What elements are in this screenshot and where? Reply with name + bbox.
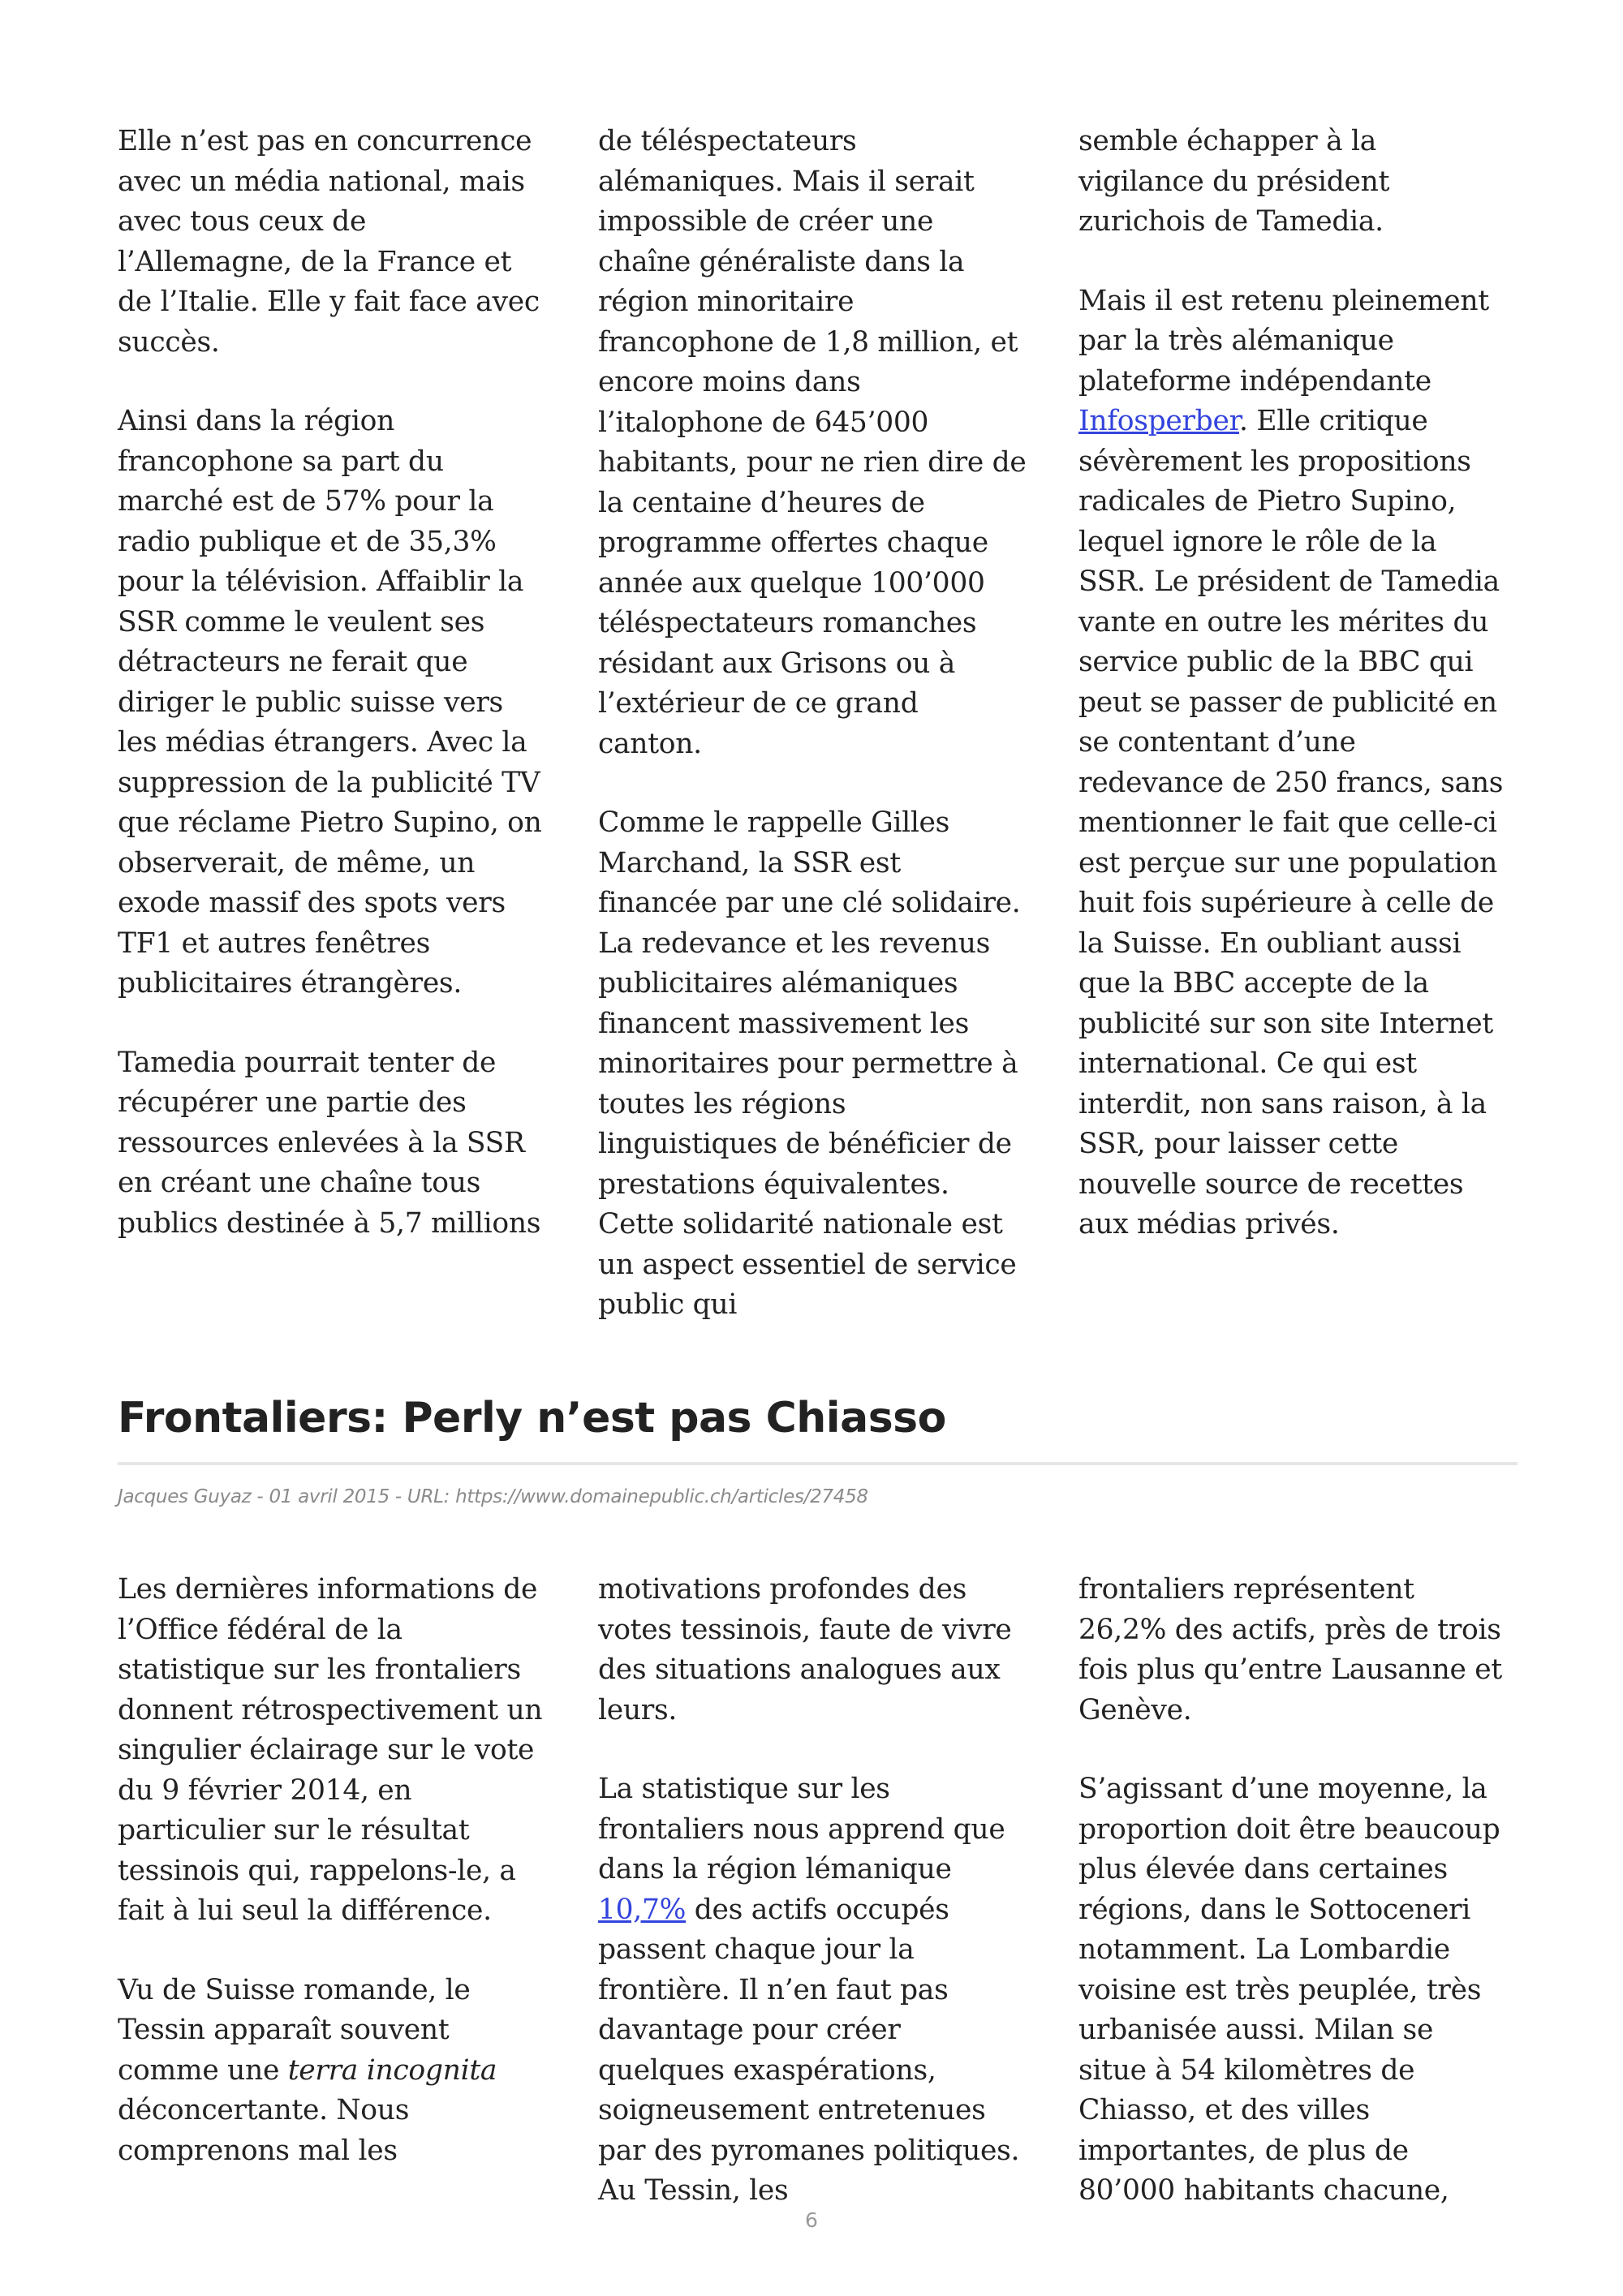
article-2-column-1 [118, 1570, 548, 2212]
statistic-link[interactable]: 10,7% [598, 1893, 687, 1926]
paragraph: S’agissant d’une moyenne, la proportion doit être beaucoup plus élevée dans certaines régions, dans le Sottoceneri notamment. La Lombardie voisine est très peuplée, très urbanisée aussi. Milan se situe à 54 kilomètres de Chiasso, et des villes importantes, de plus de 80’000 habitants chacune, [1078, 1773, 1500, 2207]
paragraph: Les dernières informations de l’Office fédéral de la statistique sur les frontaliers donnent rétrospectivement un singulier éclairage sur le vote du 9 février 2014, en particulier sur le résultat tessinois qui, rappelons-le, a fait à lui seul la différence. [118, 1573, 543, 1927]
paragraph-text: . Elle critique sévèrement les propositions radicales de Pietro Supino, lequel ignore le rôle de la SSR. Le président de Tamedia vante en outre les mérites du service public de la BBC qui peut se passer de publicité en se contentant d’une redevance de 250 francs, sans mentionner le fait que celle-ci est perçue sur une population huit fois supérieure à celle de la Suisse. En oubliant aussi que la BBC accepte de la publicité sur son site Internet international. Ce qui est interdit, non sans raison, à la SSR, pour laisser cette nouvelle source de recettes aux médias privés. [1078, 405, 1504, 1240]
article-byline: Jacques Guyaz - 01 avril 2015 - URL: https://www.domainepublic.ch/articles/27458 [118, 1486, 868, 1507]
article-1-column-1 [118, 122, 548, 1326]
article-2-columns [118, 1570, 1509, 2212]
paragraph [1078, 282, 1509, 1245]
paragraph [118, 1971, 548, 2172]
paragraph-text: Mais il est retenu pleinement par la très alémanique plateforme indépendante [1078, 284, 1489, 398]
paragraph: Ainsi dans la région francophone sa part du marché est de 57% pour la radio publique et de 35,3% pour la télévision. Affaiblir la SSR comme le veulent ses détracteurs ne ferait que diriger le public suisse vers les médias étrangers. Avec la suppression de la publicité TV que réclame Pietro Supino, on observerait, de même, un exode massif des spots vers TF1 et autres fenêtres publicitaires étrangères. [118, 405, 542, 1000]
paragraph-text: Vu de Suisse romande, le Tessin apparaît souvent comme une [118, 1973, 471, 2087]
article-1-columns [118, 122, 1509, 1326]
title-divider [118, 1462, 1518, 1465]
paragraph-text: déconcertante. Nous comprenons mal les [118, 2094, 410, 2167]
paragraph: semble échapper à la vigilance du président zurichois de Tamedia. [1078, 125, 1390, 238]
article-2-column-2 [598, 1570, 1028, 2212]
paragraph: frontaliers représentent 26,2% des actifs, près de trois fois plus qu’entre Lausanne et Genève. [1078, 1573, 1502, 1726]
paragraph: de téléspectateurs alémaniques. Mais il serait impossible de créer une chaîne généraliste dans la région minoritaire francophone de 1,8 million, et encore moins dans l’italophone de 645’000 habitants, pour ne rien dire de la centaine d’heures de programme offertes chaque année aux quelque 100’000 téléspectateurs romanches résidant aux Grisons ou à l’extérieur de ce grand canton. [598, 125, 1027, 760]
paragraph-text: La statistique sur les frontaliers nous apprend que dans la région lémanique [598, 1773, 1005, 1885]
paragraph: Tamedia pourrait tenter de récupérer une partie des ressources enlevées à la SSR en créant une chaîne tous publics destinée à 5,7 millions [118, 1046, 541, 1240]
page-number: 6 [805, 2208, 818, 2232]
italic-term: terra incognita [287, 2053, 497, 2087]
paragraph: Elle n’est pas en concurrence avec un média national, mais avec tous ceux de l’Allemagne, de la France et de l’Italie. Elle y fait face avec succès. [118, 125, 540, 359]
paragraph: Comme le rappelle Gilles Marchand, la SSR est financée par une clé solidaire. La redevance et les revenus publicitaires alémaniques financent massivement les minoritaires pour permettre à toutes les régions linguistiques de bénéficier de prestations équivalentes. Cette solidarité nationale est un aspect essentiel de service public qui [598, 806, 1021, 1321]
article-title: Frontaliers: Perly n’est pas Chiasso [118, 1394, 946, 1443]
article-1-column-3 [1078, 122, 1509, 1326]
paragraph-text: des actifs occupés passent chaque jour la frontière. Il n’en faut pas davantage pour créer quelques exaspérations, soigneusement entretenues par des pyromanes politiques. Au Tessin, les [598, 1893, 1020, 2207]
article-1-column-2 [598, 122, 1028, 1326]
paragraph [598, 1769, 1028, 2212]
infosperber-link[interactable]: Infosperber [1078, 405, 1239, 437]
article-2-column-3 [1078, 1570, 1509, 2212]
paragraph: motivations profondes des votes tessinois, faute de vivre des situations analogues aux leurs. [598, 1573, 1012, 1726]
